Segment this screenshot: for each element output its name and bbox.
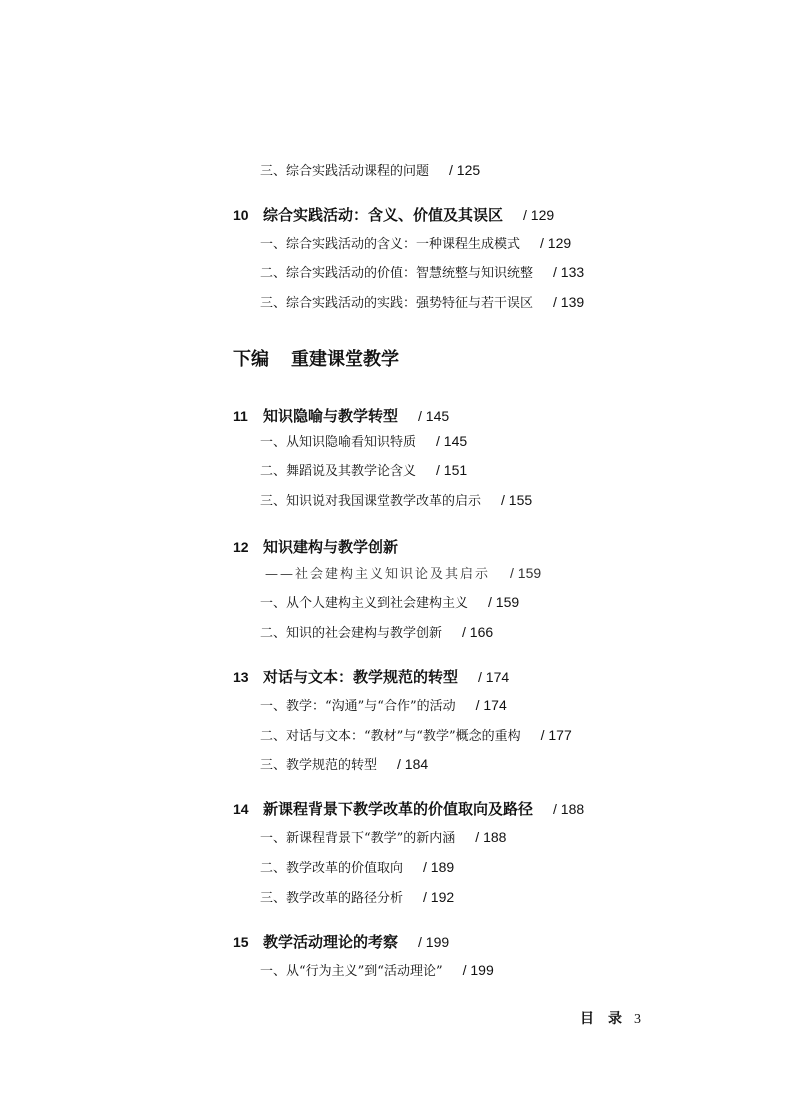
toc-section-entry[interactable] (260, 160, 480, 179)
toc-section-entry[interactable] (260, 960, 494, 979)
page-ref: / 129 (540, 235, 572, 251)
toc-chapter-10[interactable] (233, 204, 554, 225)
toc-section-entry[interactable] (260, 233, 571, 252)
toc-section-entry[interactable] (260, 622, 493, 641)
section-label: 三、教学规范的转型 (260, 758, 378, 773)
page-ref: / 174 (478, 669, 510, 685)
chapter-title: 知识建构与教学创新 (263, 538, 399, 556)
chapter-title: 对话与文本：教学规范的转型 (263, 668, 459, 686)
toc-section-entry[interactable] (260, 695, 507, 714)
section-label: 一、从个人建构主义到社会建构主义 (260, 596, 469, 611)
toc-section-entry[interactable] (260, 754, 428, 773)
page-ref: / 129 (523, 207, 555, 223)
section-label: 一、从“行为主义”到“活动理论” (260, 964, 443, 979)
section-label: 二、知识的社会建构与教学创新 (260, 626, 443, 641)
subtitle-text: ——社会建构主义知识论及其启示 (265, 567, 491, 582)
section-label: 二、教学改革的价值取向 (260, 861, 404, 876)
toc-section-entry[interactable] (260, 887, 454, 906)
toc-chapter-15[interactable] (233, 931, 449, 952)
section-label: 一、综合实践活动的含义：一种课程生成模式 (260, 237, 521, 252)
page-ref: / 133 (553, 264, 585, 280)
page-number: 3 (634, 1012, 641, 1027)
page-ref: / 159 (510, 565, 542, 581)
page-ref: / 188 (475, 829, 507, 845)
page-ref: / 199 (462, 962, 494, 978)
section-label: 三、知识说对我国课堂教学改革的启示 (260, 494, 482, 509)
section-label: 三、综合实践活动的实践：强势特征与若干误区 (260, 296, 534, 311)
page-ref: / 151 (436, 462, 468, 478)
toc-chapter-12[interactable] (233, 536, 398, 557)
part-title: 重建课堂教学 (291, 349, 399, 370)
page-ref: / 139 (553, 294, 585, 310)
toc-section-entry[interactable] (260, 431, 467, 450)
page-ref: / 125 (449, 162, 481, 178)
section-label: 二、综合实践活动的价值：智慧统整与知识统整 (260, 266, 534, 281)
chapter-title: 知识隐喻与教学转型 (263, 407, 399, 425)
page-ref: / 192 (423, 889, 455, 905)
toc-chapter-14[interactable] (233, 798, 584, 819)
section-label: 二、舞蹈说及其教学论含义 (260, 464, 417, 479)
part-heading (233, 345, 399, 371)
page-ref: / 145 (418, 408, 450, 424)
part-label: 下编 (233, 349, 269, 370)
page-ref: / 184 (397, 756, 429, 772)
page-ref: / 159 (488, 594, 520, 610)
section-label: 一、新课程背景下“教学”的新内涵 (260, 831, 456, 846)
toc-section-entry[interactable] (260, 460, 467, 479)
section-label: 一、从知识隐喻看知识特质 (260, 435, 417, 450)
footer-label: 目 录 (580, 1011, 622, 1027)
chapter-number: 13 (233, 669, 249, 685)
page-ref: / 155 (501, 492, 533, 508)
chapter-subtitle[interactable] (265, 563, 541, 582)
chapter-title: 教学活动理论的考察 (263, 933, 399, 951)
toc-chapter-13[interactable] (233, 666, 509, 687)
chapter-title: 综合实践活动：含义、价值及其误区 (263, 206, 504, 224)
toc-section-entry[interactable] (260, 490, 532, 509)
toc-chapter-11[interactable] (233, 405, 449, 426)
page-ref: / 189 (423, 859, 455, 875)
section-label: 三、教学改革的路径分析 (260, 891, 404, 906)
chapter-title: 新课程背景下教学改革的价值取向及路径 (263, 800, 534, 818)
page-ref: / 177 (540, 727, 572, 743)
section-label: 二、对话与文本：“教材”与“教学”概念的重构 (260, 729, 521, 744)
chapter-number: 11 (233, 408, 248, 424)
page-ref: / 174 (475, 697, 507, 713)
page-ref: / 145 (436, 433, 468, 449)
chapter-number: 14 (233, 801, 249, 817)
page-ref: / 166 (462, 624, 494, 640)
chapter-number: 12 (233, 539, 249, 555)
page-ref: / 188 (553, 801, 585, 817)
toc-section-entry[interactable] (260, 592, 519, 611)
toc-section-entry[interactable] (260, 262, 584, 281)
toc-section-entry[interactable] (260, 725, 572, 744)
page-footer (580, 1008, 641, 1028)
chapter-number: 15 (233, 934, 249, 950)
chapter-number: 10 (233, 207, 249, 223)
section-label: 三、综合实践活动课程的问题 (260, 164, 430, 179)
toc-section-entry[interactable] (260, 827, 506, 846)
page-ref: / 199 (418, 934, 450, 950)
toc-section-entry[interactable] (260, 857, 454, 876)
section-label: 一、教学：“沟通”与“合作”的活动 (260, 699, 456, 714)
toc-section-entry[interactable] (260, 292, 584, 311)
